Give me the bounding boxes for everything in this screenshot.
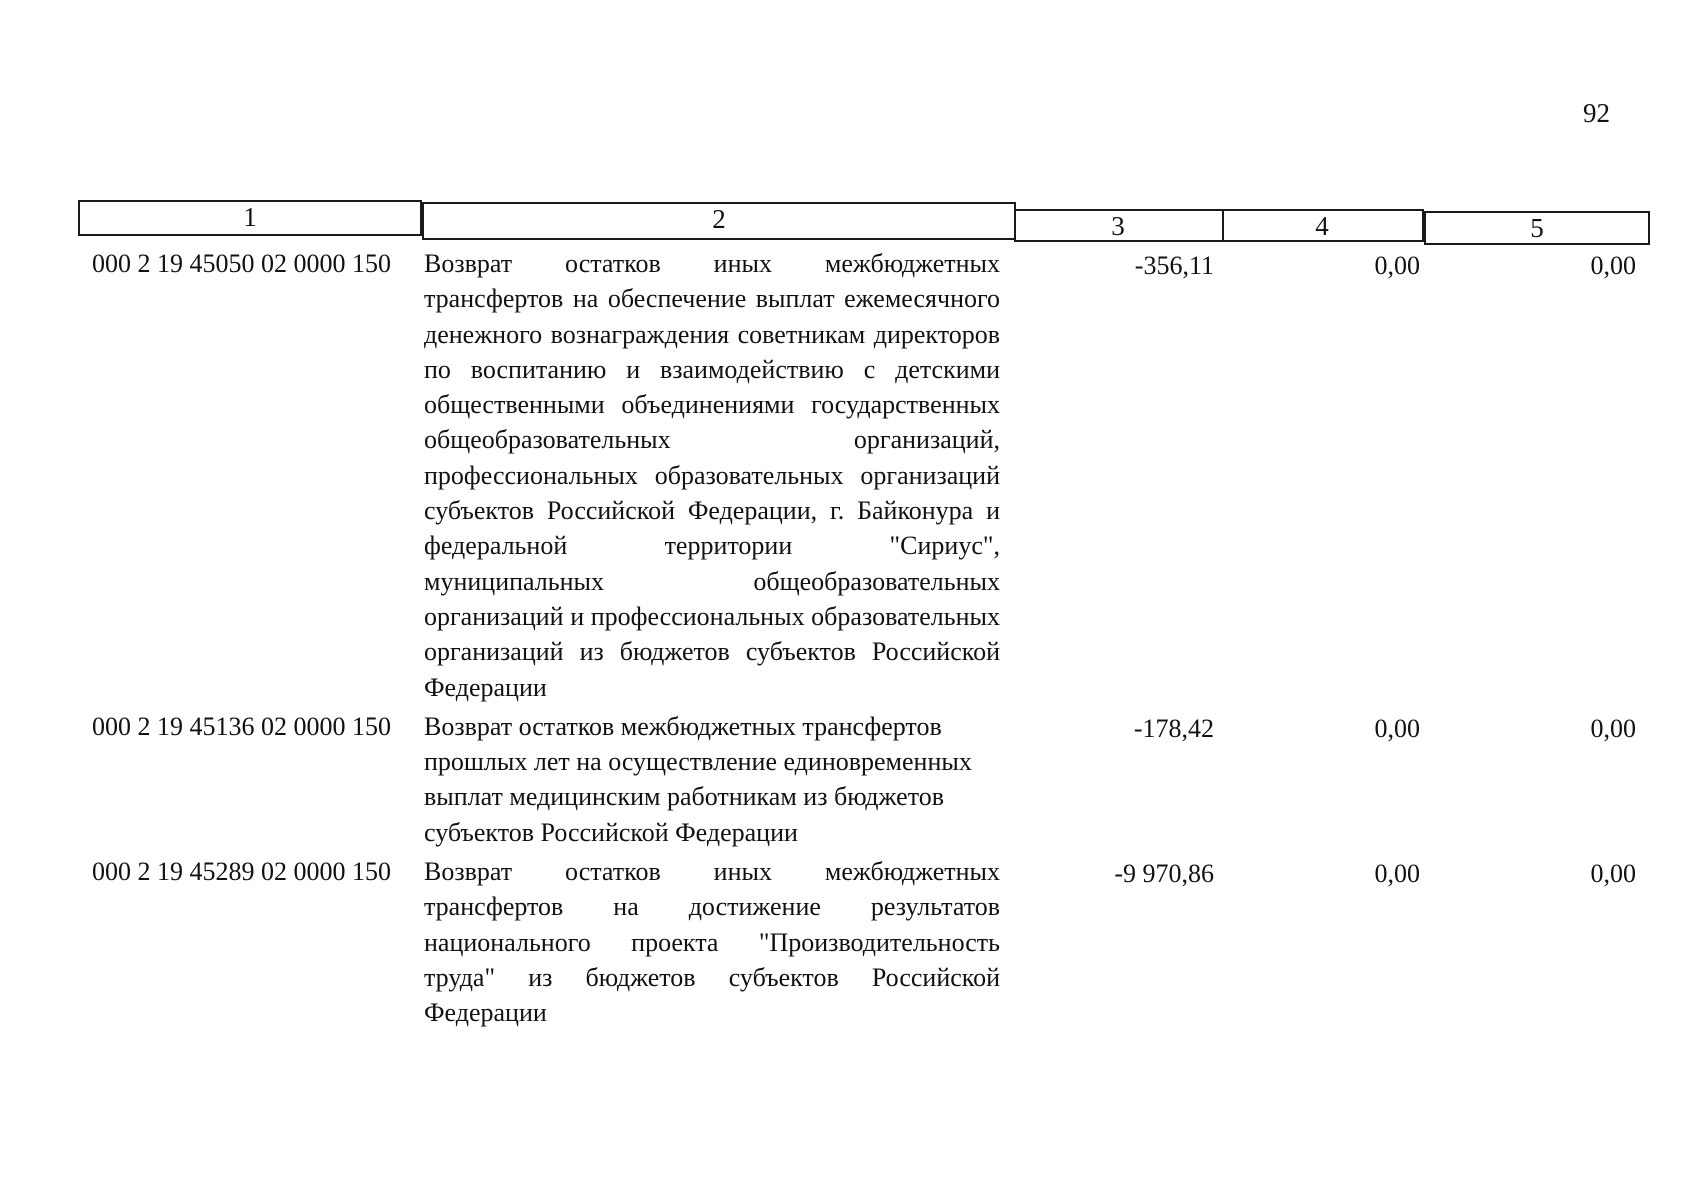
- column-header-2: 2: [422, 202, 1016, 240]
- row-description: Возврат остатков иных межбюджетных трансфертов на достижение результатов национального проекта "Производительность труда" из бюджетов субъектов Российской Федерации: [424, 857, 1000, 1028]
- column-header-5: 5: [1424, 211, 1650, 245]
- row-value-col5: 0,00: [1590, 713, 1636, 743]
- row-code: 000 2 19 45289 02 0000 150: [92, 857, 391, 887]
- row-code: 000 2 19 45050 02 0000 150: [92, 249, 391, 278]
- row-value-col3: -9 970,86: [1114, 859, 1214, 889]
- row-value-col5: 0,00: [1590, 859, 1636, 889]
- row-value-col4: 0,00: [1374, 713, 1420, 743]
- row-value-col5: 0,00: [1590, 251, 1636, 280]
- column-header-1: 1: [78, 200, 422, 236]
- table-header-row: [78, 200, 1650, 242]
- column-header-4: 4: [1222, 209, 1424, 242]
- row-code: 000 2 19 45136 02 0000 150: [92, 711, 391, 741]
- row-value-col4: 0,00: [1374, 251, 1420, 280]
- row-value-col3: -178,42: [1133, 713, 1214, 743]
- row-description: Возврат остатков иных межбюджетных трансфертов на обеспечение выплат ежемесячного денежного вознаграждения советникам директоров по воспитанию и взаимодействию с детскими общественными объединениями государственных общеобразовательных организаций, профессиональных образовательных организаций субъектов Российской Федерации, г. Байконура и федеральной территории "Сириус", муниципальных общеобразовательных организаций и профессиональных образовательных организаций из бюджетов субъектов Российской Федерации: [424, 249, 1000, 702]
- row-description: Возврат остатков межбюджетных трансфертов прошлых лет на осуществление единовременных выплат медицинским работникам из бюджетов субъектов Российской Федерации: [424, 711, 972, 847]
- page-number: 92: [1583, 98, 1610, 128]
- table-row: [78, 709, 1650, 850]
- row-value-col3: -356,11: [1134, 251, 1214, 280]
- table-row: [78, 246, 1650, 705]
- table-body: [78, 246, 1650, 1031]
- column-header-3: 3: [1014, 209, 1224, 242]
- table-row: [78, 854, 1650, 1030]
- row-value-col4: 0,00: [1374, 859, 1420, 889]
